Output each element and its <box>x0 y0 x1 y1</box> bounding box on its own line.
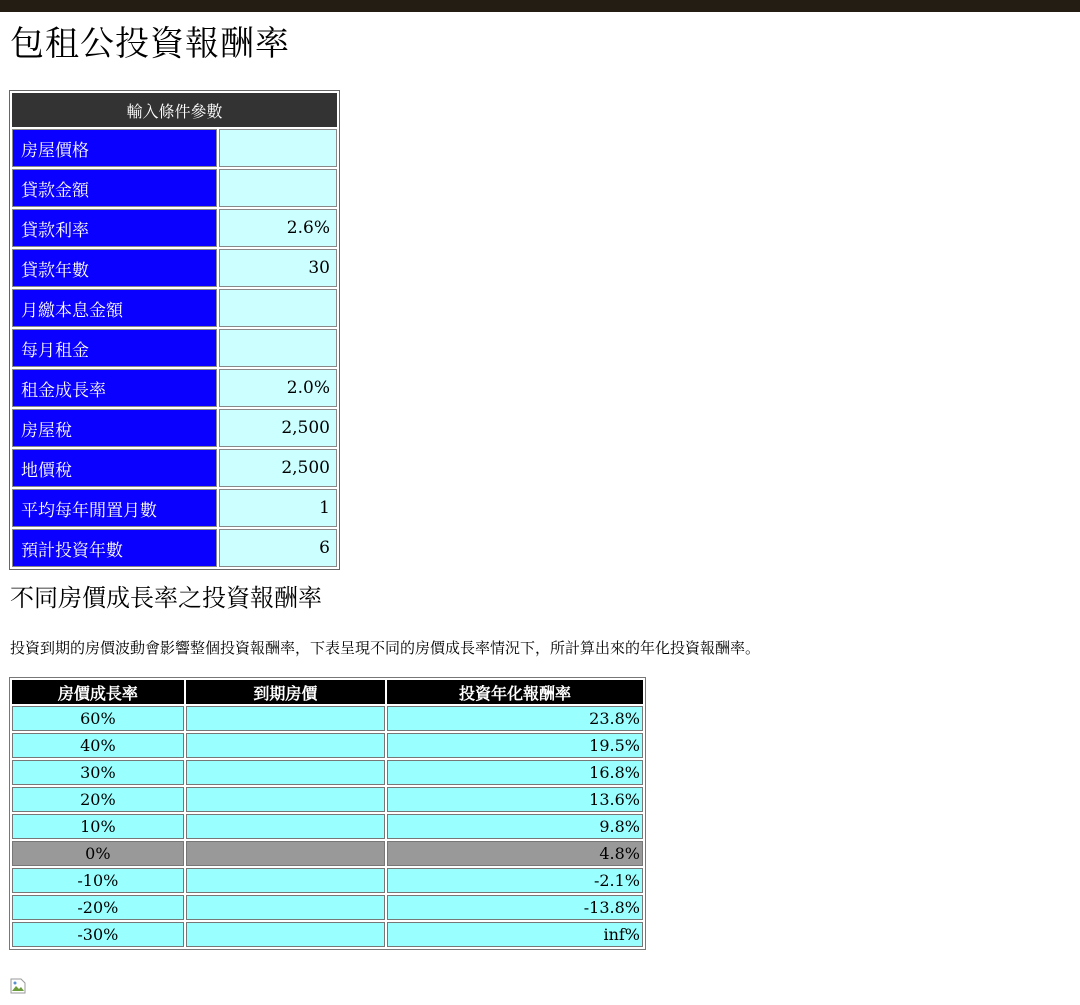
input-value: 6 <box>219 529 337 567</box>
annual-return-cell: -2.1% <box>387 868 643 893</box>
growth-rate-cell: 60% <box>12 706 184 731</box>
annual-return-cell: 16.8% <box>387 760 643 785</box>
table-row <box>12 787 643 812</box>
maturity-price-cell <box>186 787 385 812</box>
input-row <box>12 449 337 487</box>
annual-return-cell: 19.5% <box>387 733 643 758</box>
input-value <box>219 329 337 367</box>
input-label: 月繳本息金額 <box>12 289 217 327</box>
maturity-price-cell <box>186 868 385 893</box>
input-parameters-table <box>9 90 340 570</box>
input-value: 2,500 <box>219 449 337 487</box>
growth-rate-cell: 0% <box>12 841 184 866</box>
table-row <box>12 841 643 866</box>
input-value: 2,500 <box>219 409 337 447</box>
input-row <box>12 329 337 367</box>
table-row <box>12 895 643 920</box>
input-row <box>12 409 337 447</box>
input-row <box>12 489 337 527</box>
annual-return-cell: 4.8% <box>387 841 643 866</box>
growth-rate-cell: -20% <box>12 895 184 920</box>
input-row <box>12 529 337 567</box>
input-label: 平均每年閒置月數 <box>12 489 217 527</box>
input-value: 2.0% <box>219 369 337 407</box>
page-title: 包租公投資報酬率 <box>10 24 290 64</box>
growth-rate-cell: 10% <box>12 814 184 839</box>
input-value: 30 <box>219 249 337 287</box>
section-title: 不同房價成長率之投資報酬率 <box>10 584 322 612</box>
maturity-price-cell <box>186 895 385 920</box>
column-header-growth: 房價成長率 <box>12 680 184 704</box>
input-row <box>12 169 337 207</box>
broken-image-icon <box>10 978 26 994</box>
input-label: 租金成長率 <box>12 369 217 407</box>
annual-return-cell: 13.6% <box>387 787 643 812</box>
input-label: 房屋稅 <box>12 409 217 447</box>
maturity-price-cell <box>186 841 385 866</box>
table-row <box>12 922 643 947</box>
maturity-price-cell <box>186 733 385 758</box>
table-row <box>12 814 643 839</box>
growth-rate-table <box>9 677 646 950</box>
column-header-price: 到期房價 <box>186 680 385 704</box>
maturity-price-cell <box>186 814 385 839</box>
input-label: 預計投資年數 <box>12 529 217 567</box>
input-table-header: 輸入條件參數 <box>12 93 337 127</box>
growth-rate-cell: 40% <box>12 733 184 758</box>
input-label: 房屋價格 <box>12 129 217 167</box>
maturity-price-cell <box>186 760 385 785</box>
growth-rate-cell: -30% <box>12 922 184 947</box>
annual-return-cell: -13.8% <box>387 895 643 920</box>
growth-rate-cell: 20% <box>12 787 184 812</box>
input-row <box>12 129 337 167</box>
input-label: 每月租金 <box>12 329 217 367</box>
input-value <box>219 129 337 167</box>
annual-return-cell: inf% <box>387 922 643 947</box>
input-value <box>219 289 337 327</box>
input-label: 貸款利率 <box>12 209 217 247</box>
input-label: 地價稅 <box>12 449 217 487</box>
input-row <box>12 369 337 407</box>
annual-return-cell: 23.8% <box>387 706 643 731</box>
maturity-price-cell <box>186 922 385 947</box>
top-bar <box>0 0 1080 12</box>
table-row <box>12 733 643 758</box>
column-header-return: 投資年化報酬率 <box>387 680 643 704</box>
input-row <box>12 249 337 287</box>
input-label: 貸款年數 <box>12 249 217 287</box>
maturity-price-cell <box>186 706 385 731</box>
input-value <box>219 169 337 207</box>
table-row <box>12 868 643 893</box>
input-row <box>12 209 337 247</box>
table-row <box>12 706 643 731</box>
input-value: 1 <box>219 489 337 527</box>
input-row <box>12 289 337 327</box>
input-label: 貸款金額 <box>12 169 217 207</box>
input-value: 2.6% <box>219 209 337 247</box>
annual-return-cell: 9.8% <box>387 814 643 839</box>
description-text: 投資到期的房價波動會影響整個投資報酬率，下表呈現不同的房價成長率情況下，所計算出來的年化投資報酬率。 <box>10 639 761 657</box>
growth-rate-cell: 30% <box>12 760 184 785</box>
table-row <box>12 760 643 785</box>
growth-rate-cell: -10% <box>12 868 184 893</box>
